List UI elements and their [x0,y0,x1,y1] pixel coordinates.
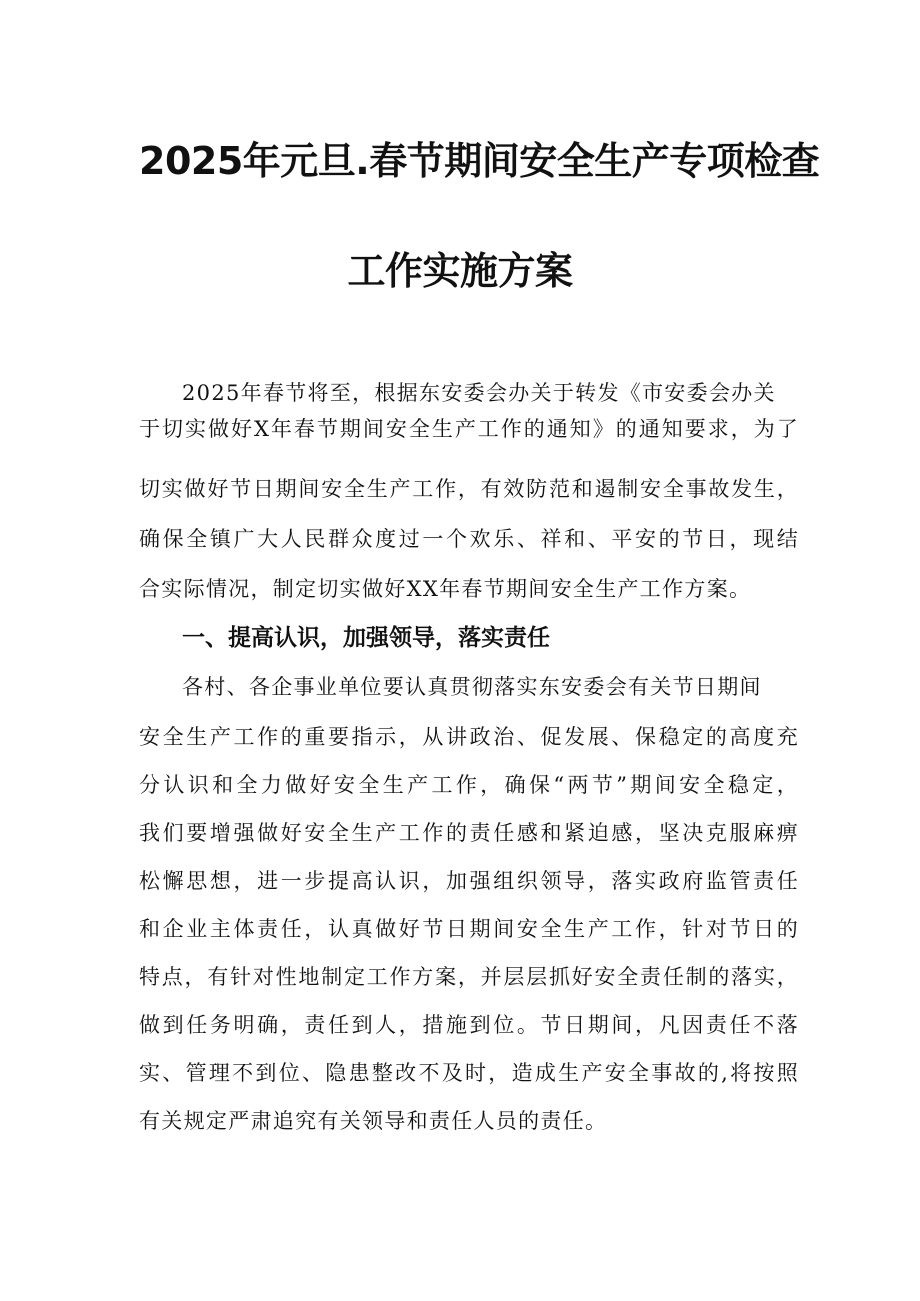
document-title-line-2: 工作实施方案 [347,249,573,293]
body-line: 做到任务明确，责任到人，措施到位。节日期间，凡因责任不落 [139,1013,799,1037]
document-title-line-1: 2025年元旦.春节期间安全生产专项检查 [139,139,820,183]
body-line: 实、管理不到位、隐患整改不及时，造成生产安全事故的,将按照 [139,1061,799,1085]
intro-line: 确保全镇广大人民群众度过一个欢乐、祥和、平安的节日，现结 [139,527,799,551]
body-line: 和企业主体责任，认真做好节日期间安全生产工作，针对节日的 [139,917,799,941]
intro-line: 合实际情况，制定切实做好XX年春节期间安全生产工作方案。 [139,577,752,601]
body-line: 各村、各企事业单位要认真贯彻落实东安委会有关节日期间 [182,675,762,699]
intro-line: 于切实做好X年春节期间安全生产工作的通知》的通知要求，为了 [139,417,799,441]
body-line: 安全生产工作的重要指示，从讲政治、促发展、保稳定的高度充 [139,725,799,749]
section-heading: 一、提高认识，加强领导，落实责任 [182,625,550,651]
body-line: 我们要增强做好安全生产工作的责任感和紧迫感，坚决克服麻痹 [139,821,799,845]
body-line: 分认识和全力做好安全生产工作，确保“两节”期间安全稳定， [139,773,799,797]
intro-line: 2025年春节将至，根据东安委会办关于转发《市安委会办关 [182,381,776,405]
body-line: 特点，有针对性地制定工作方案，并层层抓好安全责任制的落实， [139,965,799,989]
intro-line: 切实做好节日期间安全生产工作，有效防范和遏制安全事故发生， [139,477,799,501]
body-line: 松懈思想，进一步提高认识，加强组织领导，落实政府监管责任 [139,869,799,893]
body-line: 有关规定严肃追究有关领导和责任人员的责任。 [139,1109,608,1133]
